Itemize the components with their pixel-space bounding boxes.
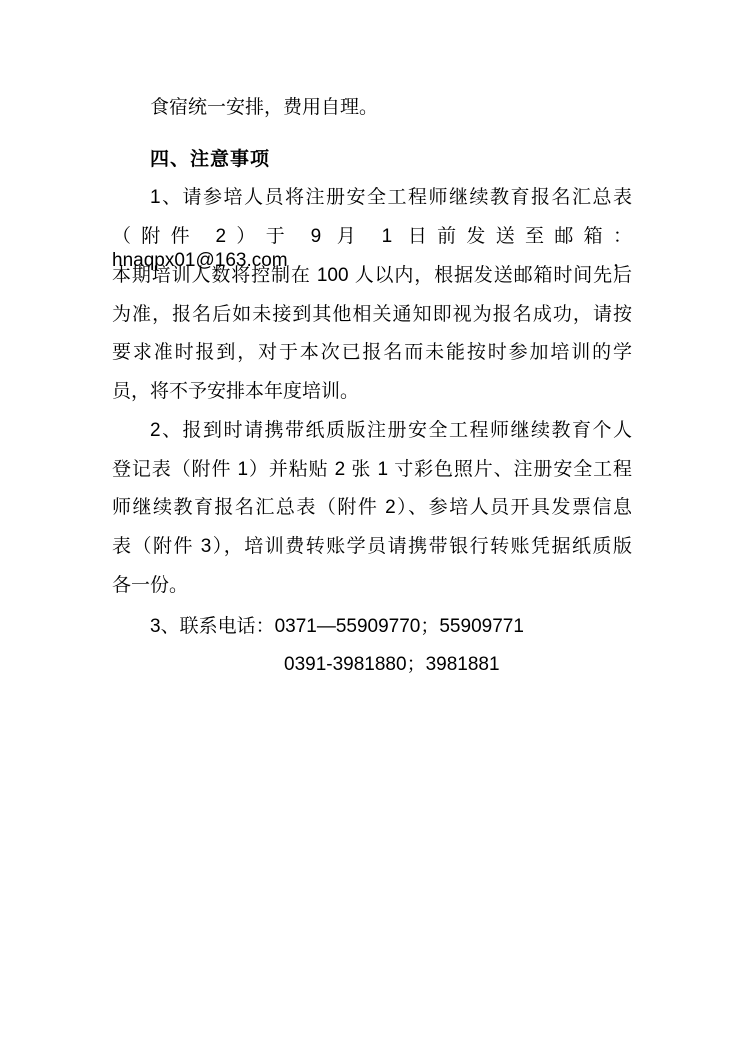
paragraph-line: 为准，报名后如未接到其他相关通知即视为报名成功，请按 [112, 304, 632, 325]
paragraph-line: 师继续教育报名汇总表（附件 2）、参培人员开具发票信息 [112, 497, 632, 518]
paragraph-line-email: （附件 2）于 9 月 1 日前发送至邮箱： hnaqpx01@163.com， [112, 226, 632, 271]
contact-phone-line: 3、联系电话：0371—55909770；55909771 [150, 616, 524, 637]
paragraph-line: 各一份。 [112, 575, 189, 596]
section-heading: 四、注意事项 [150, 149, 271, 170]
paragraph-line: 登记表（附件 1）并粘贴 2 张 1 寸彩色照片、注册安全工程 [112, 459, 632, 480]
contact-phone-line-2: 0391-3981880；3981881 [284, 654, 500, 675]
accommodation-note: 食宿统一安排，费用自理。 [150, 97, 379, 118]
paragraph-line: 表（附件 3），培训费转账学员请携带银行转账凭据纸质版 [112, 536, 632, 557]
paragraph-line: 本期培训人数将控制在 100 人以内，根据发送邮箱时间先后 [112, 265, 632, 286]
paragraph-line: 员，将不予安排本年度培训。 [112, 381, 360, 402]
paragraph-line: 要求准时报到，对于本次已报名而未能按时参加培训的学 [112, 342, 632, 363]
paragraph-line: 2、报到时请携带纸质版注册安全工程师继续教育个人 [150, 420, 632, 441]
paragraph-line: 1、请参培人员将注册安全工程师继续教育报名汇总表 [150, 187, 632, 208]
